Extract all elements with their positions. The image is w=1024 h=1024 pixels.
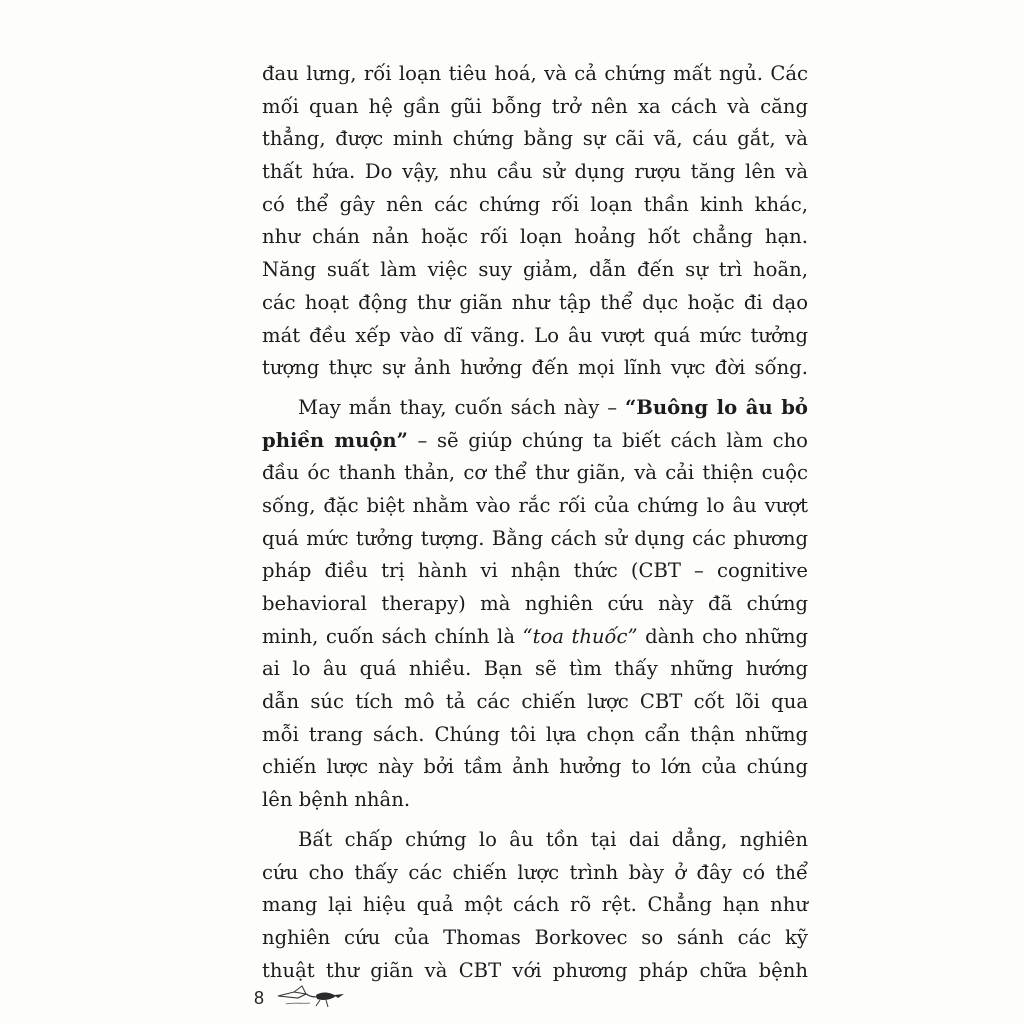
text-line xyxy=(262,621,808,654)
text-line: có thể gây nên các chứng rối loạn thần kinh khác, xyxy=(262,192,808,216)
text-line: cứu cho thấy các chiến lược trình bày ở đây có thể xyxy=(262,860,808,884)
text-line: behavioral therapy) mà nghiên cứu này đã chứng xyxy=(262,592,808,615)
text-line: tượng thực sự ảnh hưởng đến mọi lĩnh vực đời sống. xyxy=(262,356,808,380)
text-line: dẫn súc tích mô tả các chiến lược CBT cốt lõi qua xyxy=(262,690,808,714)
text-line: mối quan hệ gần gũi bỗng trở nên xa cách và căng xyxy=(262,94,808,118)
text-run: dành cho những xyxy=(637,624,809,648)
body-text xyxy=(262,58,808,987)
page-number: 8 xyxy=(254,988,265,1008)
text-line: quá mức tưởng tượng. Bằng cách sử dụng các phương xyxy=(262,526,808,550)
text-line: mang lại hiệu quả một cách rõ rệt. Chẳng hạn như xyxy=(262,893,808,917)
text-line xyxy=(262,392,808,425)
text-line: đầu óc thanh thản, cơ thể thư giãn, và cải thiện cuộc xyxy=(262,461,808,485)
bird-sketch-ornament-icon xyxy=(276,982,348,1012)
book-title: phiền muộn” xyxy=(262,428,408,452)
text-line: chiến lược này bởi tầm ảnh hưởng to lớn của chúng xyxy=(262,755,808,779)
text-line: mỗi trang sách. Chúng tôi lựa chọn cẩn thận những xyxy=(262,722,808,746)
text-line: thuật thư giãn và CBT với phương pháp chữa bệnh xyxy=(262,958,808,982)
text-run: May mắn thay, cuốn sách này – xyxy=(298,395,626,419)
text-line: ai lo âu quá nhiều. Bạn sẽ tìm thấy những hướng xyxy=(262,657,808,681)
text-line: thẳng, được minh chứng bằng sự cãi vã, cáu gắt, và xyxy=(262,127,808,151)
text-line: đau lưng, rối loạn tiêu hoá, và cả chứng mất ngủ. Các xyxy=(262,62,808,85)
book-title: “Buông lo âu bỏ xyxy=(625,395,809,419)
text-line: Năng suất làm việc suy giảm, dẫn đến sự trì hoãn, xyxy=(262,258,808,282)
paragraph-2 xyxy=(262,392,808,817)
text-line: pháp điều trị hành vi nhận thức (CBT – cognitive xyxy=(262,559,808,583)
text-line: nghiên cứu của Thomas Borkovec so sánh các kỹ xyxy=(262,925,808,949)
text-run: – sẽ giúp chúng ta biết cách làm cho xyxy=(407,428,808,452)
quoted-phrase: “toa thuốc” xyxy=(522,624,638,648)
text-line: lên bệnh nhân. xyxy=(262,788,411,812)
text-line: sống, đặc biệt nhằm vào rắc rối của chứng lo âu vượt xyxy=(262,493,808,517)
text-line xyxy=(262,425,808,458)
text-run: minh, cuốn sách chính là xyxy=(262,624,523,648)
text-line: các hoạt động thư giãn như tập thể dục hoặc đi dạo xyxy=(262,290,808,314)
text-line: như chán nản hoặc rối loạn hoảng hốt chẳng hạn. xyxy=(262,225,808,249)
text-line: Bất chấp chứng lo âu tồn tại dai dẳng, nghiên xyxy=(298,827,808,851)
text-line: mát đều xếp vào dĩ vãng. Lo âu vượt quá mức tưởng xyxy=(262,323,808,347)
paragraph-3 xyxy=(262,824,808,987)
text-line: thất hứa. Do vậy, nhu cầu sử dụng rượu tăng lên và xyxy=(262,160,808,184)
paragraph-1 xyxy=(262,58,808,385)
